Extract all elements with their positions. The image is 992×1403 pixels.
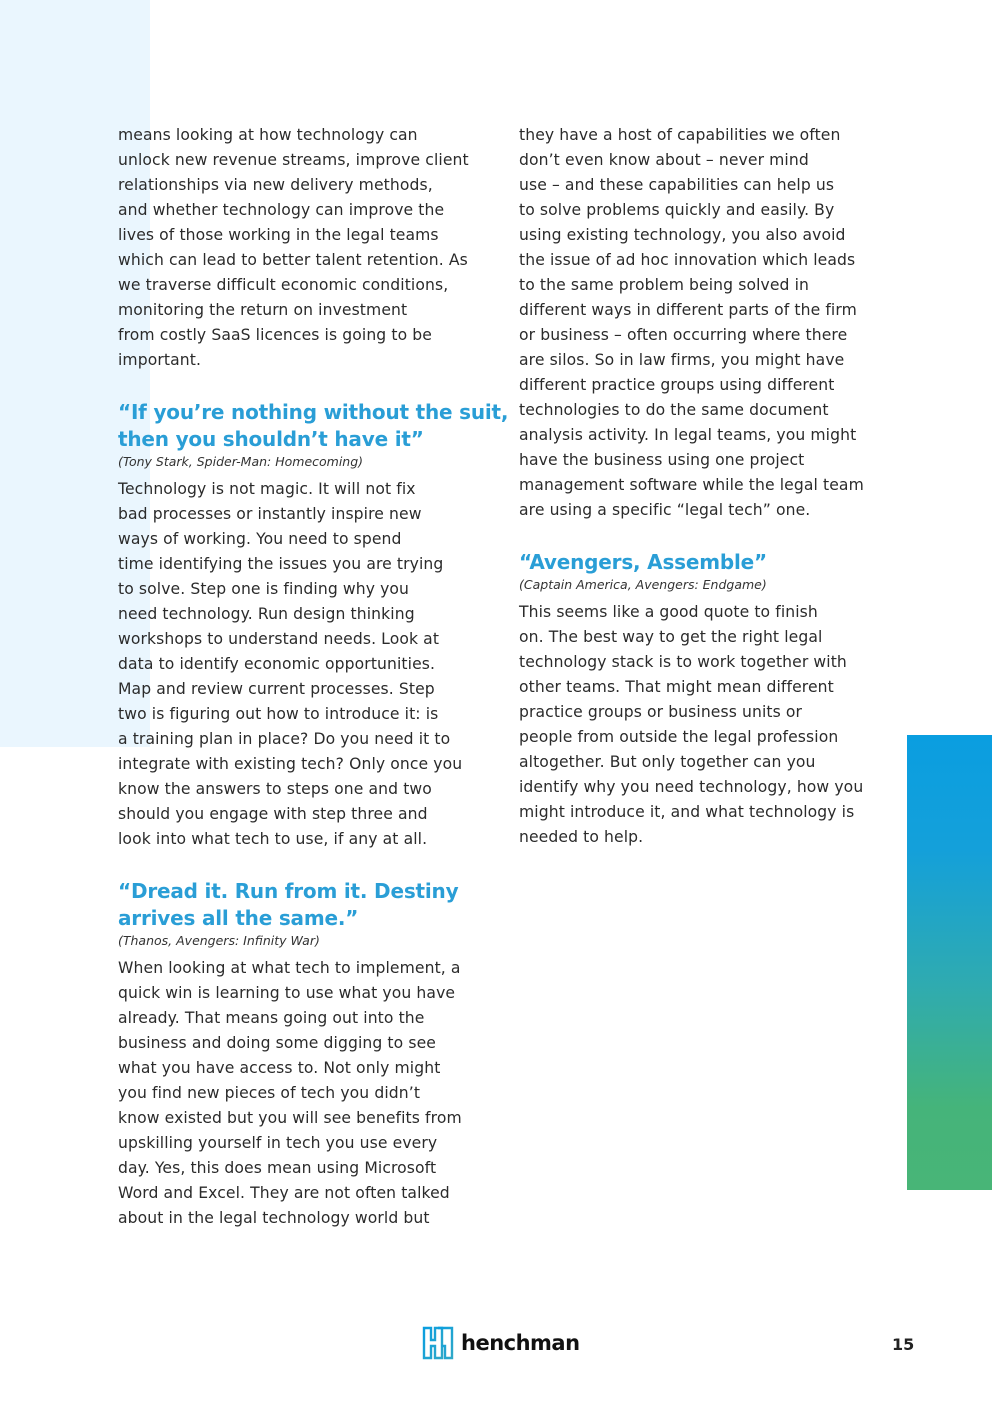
decorative-gradient-bar xyxy=(907,735,992,1190)
text-line: “Dread it. Run from it. Destiny xyxy=(118,879,459,903)
left-intro-paragraph xyxy=(118,123,478,373)
text-line: relationships via new delivery methods, xyxy=(118,176,433,194)
text-line: identify why you need technology, how you xyxy=(519,778,864,796)
text-line: lives of those working in the legal teams xyxy=(118,226,439,244)
text-line: practice groups or business units or xyxy=(519,703,803,721)
quote-heading xyxy=(118,878,478,932)
text-line: look into what tech to use, if any at all. xyxy=(118,830,428,848)
text-line: have the business using one project xyxy=(519,451,805,469)
text-line: When looking at what tech to implement, a xyxy=(118,959,461,977)
text-line: upskilling yourself in tech you use every xyxy=(118,1134,438,1152)
text-line: different practice groups using different xyxy=(519,376,835,394)
quote-heading xyxy=(118,399,509,453)
text-line: a training plan in place? Do you need it to xyxy=(118,730,451,748)
text-line: you find new pieces of tech you didn’t xyxy=(118,1084,421,1102)
text-line: what you have access to. Not only might xyxy=(118,1059,441,1077)
text-line: from costly SaaS licences is going to be xyxy=(118,326,432,344)
quote-citation: (Thanos, Avengers: Infinity War) xyxy=(118,933,320,948)
text-line: should you engage with step three and xyxy=(118,805,428,823)
text-line: means looking at how technology can xyxy=(118,126,418,144)
left-column xyxy=(118,123,509,1231)
text-line: we traverse difficult economic conditions, xyxy=(118,276,449,294)
text-line: use – and these capabilities can help us xyxy=(519,176,835,194)
text-line: are silos. So in law firms, you might have xyxy=(519,351,845,369)
text-line: management software while the legal team xyxy=(519,476,864,494)
text-line: arrives all the same.” xyxy=(118,906,359,930)
section-body xyxy=(118,956,478,1231)
text-line: other teams. That might mean different xyxy=(519,678,834,696)
text-line: altogether. But only together can you xyxy=(519,753,816,771)
text-line: on. The best way to get the right legal xyxy=(519,628,823,646)
text-line: already. That means going out into the xyxy=(118,1009,425,1027)
quote-citation: (Tony Stark, Spider-Man: Homecoming) xyxy=(118,454,364,469)
henchman-logo-icon xyxy=(421,1326,455,1360)
text-line: integrate with existing tech? Only once you xyxy=(118,755,463,773)
text-line: might introduce it, and what technology is xyxy=(519,803,855,821)
text-line: data to identify economic opportunities. xyxy=(118,655,436,673)
right-intro-paragraph xyxy=(519,123,879,523)
section-body xyxy=(519,600,879,850)
quote-heading xyxy=(519,549,879,576)
text-line: workshops to understand needs. Look at xyxy=(118,630,440,648)
text-line: This seems like a good quote to finish xyxy=(519,603,818,621)
text-line: analysis activity. In legal teams, you might xyxy=(519,426,857,444)
text-line: needed to help. xyxy=(519,828,644,846)
text-line: to the same problem being solved in xyxy=(519,276,810,294)
text-line: bad processes or instantly inspire new xyxy=(118,505,422,523)
section-avengers xyxy=(519,549,879,850)
text-line: they have a host of capabilities we often xyxy=(519,126,841,144)
text-line: two is figuring out how to introduce it: is xyxy=(118,705,439,723)
text-line: are using a specific “legal tech” one. xyxy=(519,501,811,519)
text-line: important. xyxy=(118,351,201,369)
section-thanos xyxy=(118,878,478,1231)
text-line: business and doing some digging to see xyxy=(118,1034,436,1052)
text-line: ways of working. You need to spend xyxy=(118,530,402,548)
page-number: 15 xyxy=(892,1335,915,1354)
section-tony-stark xyxy=(118,399,509,852)
text-line: monitoring the return on investment xyxy=(118,301,408,319)
text-line: Word and Excel. They are not often talked xyxy=(118,1184,450,1202)
text-line: need technology. Run design thinking xyxy=(118,605,415,623)
text-line: to solve problems quickly and easily. By xyxy=(519,201,835,219)
text-line: to solve. Step one is finding why you xyxy=(118,580,410,598)
text-line: Technology is not magic. It will not fix xyxy=(118,480,416,498)
quote-citation: (Captain America, Avengers: Endgame) xyxy=(519,577,767,592)
text-line: know the answers to steps one and two xyxy=(118,780,432,798)
text-line: then you shouldn’t have it” xyxy=(118,427,424,451)
text-line: different ways in different parts of the firm xyxy=(519,301,857,319)
text-line: about in the legal technology world but xyxy=(118,1209,430,1227)
text-line: know existed but you will see benefits from xyxy=(118,1109,462,1127)
right-column xyxy=(519,123,879,850)
text-line: which can lead to better talent retention. As xyxy=(118,251,468,269)
brand-name: henchman xyxy=(461,1331,580,1355)
henchman-logo xyxy=(421,1325,580,1361)
text-line: day. Yes, this does mean using Microsoft xyxy=(118,1159,437,1177)
text-line: technology stack is to work together with xyxy=(519,653,847,671)
text-line: quick win is learning to use what you have xyxy=(118,984,456,1002)
text-line: people from outside the legal profession xyxy=(519,728,839,746)
text-line: don’t even know about – never mind xyxy=(519,151,809,169)
text-line: Map and review current processes. Step xyxy=(118,680,435,698)
text-line: time identifying the issues you are trying xyxy=(118,555,444,573)
text-line: the issue of ad hoc innovation which leads xyxy=(519,251,856,269)
section-body xyxy=(118,477,478,852)
text-line: unlock new revenue streams, improve client xyxy=(118,151,469,169)
text-line: “If you’re nothing without the suit, xyxy=(118,400,509,424)
text-line: and whether technology can improve the xyxy=(118,201,445,219)
text-line: technologies to do the same document xyxy=(519,401,829,419)
text-line: “Avengers, Assemble” xyxy=(519,550,767,574)
text-line: or business – often occurring where there xyxy=(519,326,848,344)
text-line: using existing technology, you also avoid xyxy=(519,226,846,244)
